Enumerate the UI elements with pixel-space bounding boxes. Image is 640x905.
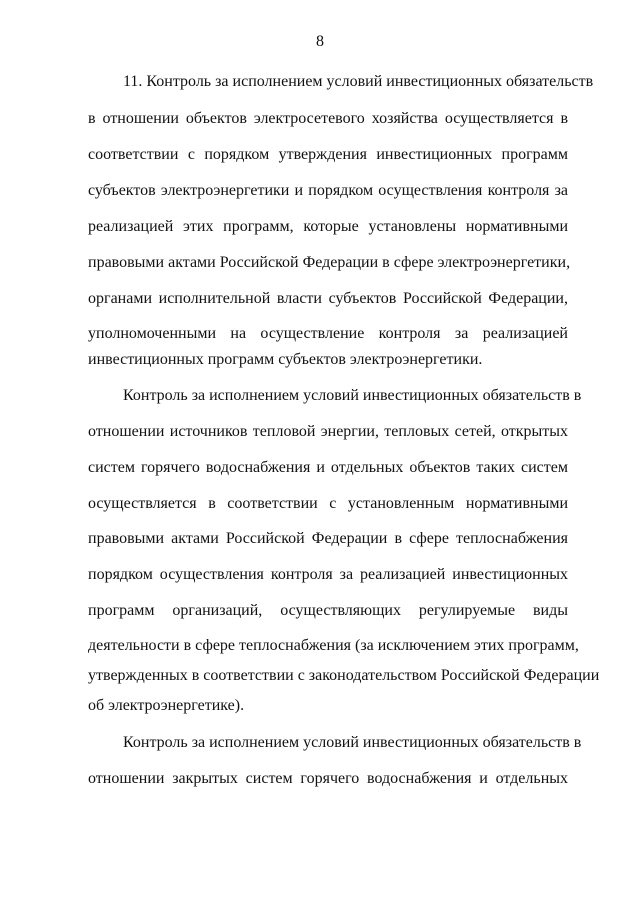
text-line: порядком осуществления контроля за реализацией инвестиционных: [88, 566, 568, 583]
text-line: уполномоченными на осуществление контроля за реализацией: [88, 325, 568, 342]
text-line: правовыми актами Российской Федерации в сфере электроэнергетики,: [88, 254, 571, 271]
text-line: Контроль за исполнением условий инвестиционных обязательств в: [123, 387, 582, 404]
text-line: соответствии с порядком утверждения инвестиционных программ: [88, 146, 568, 163]
text-line: реализацией этих программ, которые установлены нормативными: [88, 218, 568, 235]
text-line: деятельности в сфере теплоснабжения (за исключением этих программ,: [88, 637, 579, 654]
text-line: инвестиционных программ субъектов электроэнергетики.: [88, 351, 483, 368]
text-line: систем горячего водоснабжения и отдельных объектов таких систем: [88, 459, 568, 476]
text-line: утвержденных в соответствии с законодательством Российской Федерации: [88, 667, 600, 684]
page-number: 8: [316, 33, 324, 50]
text-line: отношении закрытых систем горячего водоснабжения и отдельных: [88, 770, 568, 787]
text-line: осуществляется в соответствии с установленным нормативными: [88, 495, 568, 512]
text-line: субъектов электроэнергетики и порядком осуществления контроля за: [88, 182, 568, 199]
text-line: органами исполнительной власти субъектов Российской Федерации,: [88, 290, 568, 307]
text-line: правовыми актами Российской Федерации в сфере теплоснабжения: [88, 530, 568, 547]
text-line: в отношении объектов электросетевого хозяйства осуществляется в: [88, 110, 568, 127]
text-line: об электроэнергетике).: [88, 697, 245, 714]
text-line: 11. Контроль за исполнением условий инвестиционных обязательств: [123, 73, 594, 90]
text-line: отношении источников тепловой энергии, тепловых сетей, открытых: [88, 423, 568, 440]
text-line: программ организаций, осуществляющих регулируемые виды: [88, 602, 568, 619]
text-line: Контроль за исполнением условий инвестиционных обязательств в: [123, 734, 582, 751]
